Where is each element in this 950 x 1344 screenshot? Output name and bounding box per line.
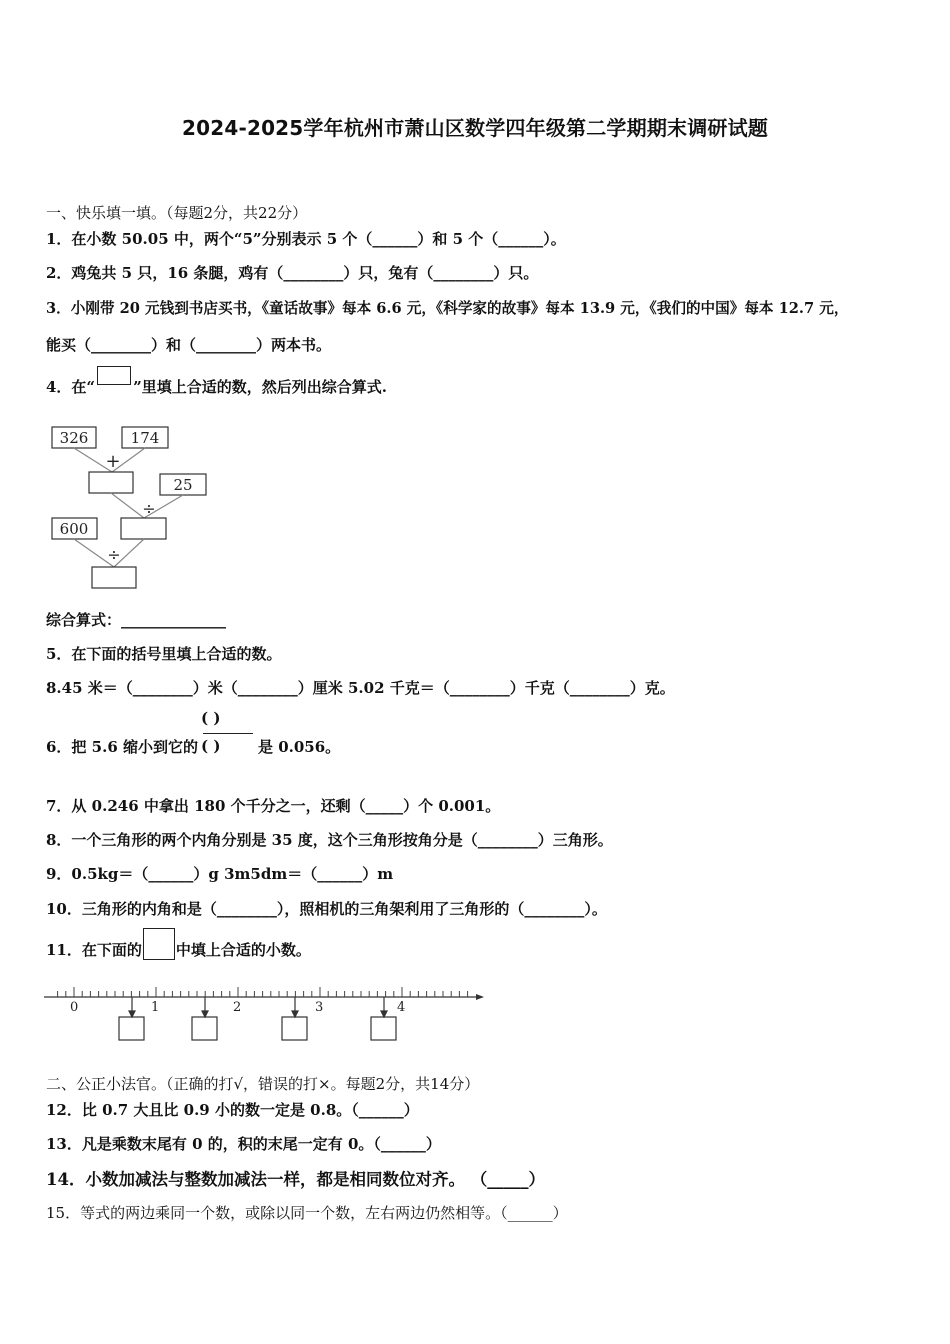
- pointer-arrow-icon: [292, 1011, 298, 1017]
- question-12: 12．比 0.7 大且比 0.9 小的数一定是 0.8。（______）: [46, 1101, 419, 1119]
- question-2: 2．鸡兔共 5 只，16 条腿，鸡有（________）只，兔有（________）只。: [46, 264, 539, 282]
- tick-label-4: 4: [397, 1000, 406, 1015]
- question-4-pre: 4．在“: [46, 378, 96, 396]
- diagram-number-326: 326: [59, 429, 89, 447]
- pointer-arrow-icon: [202, 1011, 208, 1017]
- diagram-number-174: 174: [130, 429, 160, 447]
- question-11: [46, 928, 311, 960]
- number-line-answer-box-3[interactable]: [282, 1017, 307, 1040]
- tick-label-3: 3: [315, 1000, 324, 1015]
- fraction-denominator: ( ): [201, 737, 221, 755]
- tick-label-0: 0: [70, 1000, 79, 1015]
- answer-box-3[interactable]: [92, 567, 136, 588]
- question-11-post: 中填上合适的小数。: [175, 941, 311, 959]
- question-3-line1: 3．小刚带 20 元钱到书店买书，《童话故事》每本 6.6 元，《科学家的故事》每本 13.9 元，《我们的中国》每本 12.7 元，: [46, 300, 849, 317]
- question-10: 10．三角形的内角和是（________），照相机的三角架利用了三角形的（________）。: [46, 900, 607, 918]
- question-3-line2: 能买（________）和（________）两本书。: [46, 336, 332, 354]
- answer-box-1[interactable]: [89, 472, 133, 493]
- number-line-answer-box-4[interactable]: [371, 1017, 396, 1040]
- diagram-number-600: 600: [59, 520, 89, 538]
- plus-operator: +: [105, 451, 121, 472]
- question-7: 7．从 0.246 中拿出 180 个千分之一，还剩（_____）个 0.001。: [46, 797, 501, 815]
- section1-header: 一、快乐填一填。（每题2分，共22分）: [46, 204, 308, 222]
- diagram-number-25: 25: [173, 476, 193, 494]
- number-line-answer-box-1[interactable]: [119, 1017, 144, 1040]
- tick-label-1: 1: [151, 1000, 160, 1015]
- tick-label-2: 2: [233, 1000, 242, 1015]
- question-1: 1．在小数 50.05 中，两个“5”分别表示 5 个（______）和 5 个（______）。: [46, 230, 566, 248]
- question-6-pre: 6．把 5.6 缩小到它的: [46, 738, 198, 756]
- blank-box-icon: [143, 928, 175, 960]
- pointer-arrow-icon: [381, 1011, 387, 1017]
- fraction-bar: [203, 733, 253, 734]
- fraction-numerator: ( ): [201, 709, 221, 727]
- answer-box-2[interactable]: [121, 518, 166, 539]
- question-4: [46, 376, 387, 397]
- number-line: [44, 982, 494, 1044]
- question-15: 15．等式的两边乘同一个数，或除以同一个数，左右两边仍然相等。（______）: [46, 1204, 568, 1222]
- question-13: 13．凡是乘数末尾有 0 的，积的末尾一定有 0。（______）: [46, 1135, 441, 1153]
- question-9: 9．0.5kg＝（______）g 3m5dm＝（______）m: [46, 865, 394, 883]
- question-6-post: 是 0.056。: [257, 738, 341, 756]
- question-14: 14．小数加减法与整数加减法一样，都是相同数位对齐。 （_____）: [46, 1170, 545, 1189]
- blank-box-icon: [97, 366, 131, 385]
- calculation-flow-diagram: [46, 422, 226, 592]
- question-5-line2: 8.45 米＝（________）米（________）厘米 5.02 千克＝（________）千克（________）克。: [46, 679, 675, 697]
- number-line-answer-box-2[interactable]: [192, 1017, 217, 1040]
- question-6: [46, 736, 340, 757]
- question-4-answer: 综合算式：______________: [46, 611, 227, 629]
- divide-operator-2: ÷: [107, 545, 121, 564]
- divide-operator-1: ÷: [142, 499, 156, 518]
- question-5: 5．在下面的括号里填上合适的数。: [46, 645, 282, 663]
- page-title: 2024-2025学年杭州市萧山区数学四年级第二学期期末调研试题: [181, 116, 769, 140]
- section2-header: 二、公正小法官。（正确的打√，错误的打×。每题2分，共14分）: [46, 1075, 480, 1093]
- number-line-arrow-icon: [476, 994, 484, 1000]
- question-11-pre: 11．在下面的: [46, 941, 142, 959]
- question-4-post: ”里填上合适的数，然后列出综合算式.: [133, 378, 387, 396]
- pointer-arrow-icon: [129, 1011, 135, 1017]
- question-8: 8．一个三角形的两个内角分别是 35 度，这个三角形按角分是（________）三角形。: [46, 831, 613, 849]
